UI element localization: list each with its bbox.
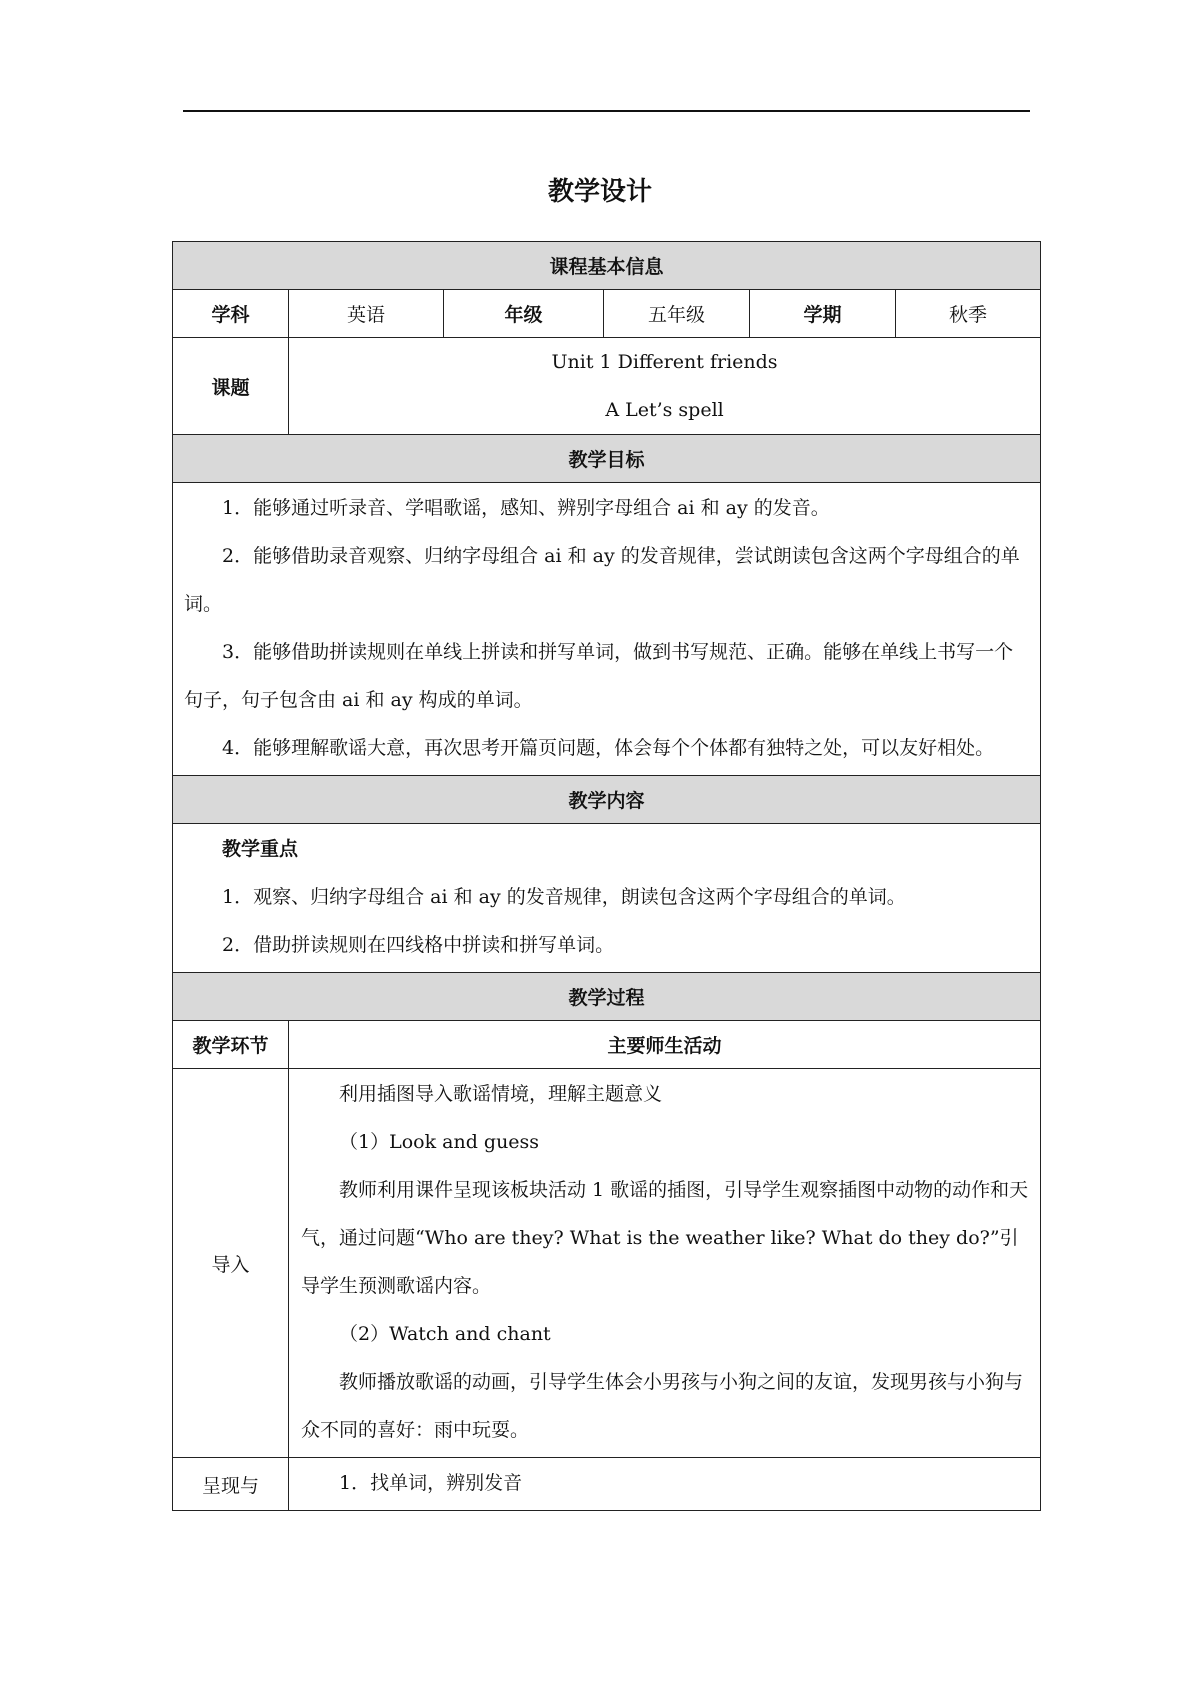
- term-label: 学期: [750, 290, 896, 338]
- stage-cell: 呈现与: [173, 1458, 289, 1511]
- topic-label: 课题: [173, 338, 289, 435]
- objective-item: 1．能够通过听录音、学唱歌谣，感知、辨别字母组合 ai 和 ay 的发音。: [222, 497, 830, 519]
- subject-value: 英语: [289, 290, 444, 338]
- key-points-label: 教学重点: [222, 838, 299, 860]
- term-value: 秋季: [896, 290, 1041, 338]
- topic-line-2: A Let’s spell: [605, 399, 724, 421]
- activity-cell: [289, 1458, 1041, 1511]
- grade-label: 年级: [444, 290, 604, 338]
- process-col-stage-header: 教学环节: [173, 1021, 289, 1069]
- subject-label: 学科: [173, 290, 289, 338]
- activity-para: 1．找单词，辨别发音: [339, 1472, 523, 1494]
- section-header-process: 教学过程: [173, 973, 1041, 1021]
- section-header-content: 教学内容: [173, 776, 1041, 824]
- objective-item: 4．能够理解歌谣大意，再次思考开篇页问题，体会每个个体都有独特之处，可以友好相处。: [222, 737, 995, 759]
- key-point-item: 1．观察、归纳字母组合 ai 和 ay 的发音规律，朗读包含这两个字母组合的单词。: [222, 886, 906, 908]
- lesson-plan-table: [172, 241, 1041, 1511]
- objectives-cell: [173, 483, 1041, 776]
- grade-value: 五年级: [604, 290, 750, 338]
- objective-item: 3．能够借助拼读规则在单线上拼读和拼写单词，做到书写规范、正确。能够在单线上书写一个句子，句子包含由 ai 和 ay 构成的单词。: [184, 641, 1014, 711]
- key-point-item: 2．借助拼读规则在四线格中拼读和拼写单词。: [222, 934, 615, 956]
- objective-item: 2．能够借助录音观察、归纳字母组合 ai 和 ay 的发音规律，尝试朗读包含这两个字母组合的单词。: [184, 545, 1020, 615]
- activity-para: 教师播放歌谣的动画，引导学生体会小男孩与小狗之间的友谊，发现男孩与小狗与众不同的喜好：雨中玩耍。: [301, 1371, 1024, 1441]
- document-title: 教学设计: [547, 177, 652, 207]
- topic-cell: [289, 338, 1041, 435]
- topic-line-1: Unit 1 Different friends: [551, 351, 778, 373]
- activity-cell: [289, 1069, 1041, 1458]
- activity-para: （1）Look and guess: [339, 1131, 540, 1153]
- content-cell: [173, 824, 1041, 973]
- stage-cell: 导入: [173, 1069, 289, 1458]
- section-header-basic-info: 课程基本信息: [173, 242, 1041, 290]
- activity-para: （2）Watch and chant: [339, 1323, 551, 1345]
- activity-para: 利用插图导入歌谣情境，理解主题意义: [339, 1083, 663, 1105]
- header-rule: [183, 110, 1030, 112]
- section-header-objectives: 教学目标: [173, 435, 1041, 483]
- process-col-activity-header: 主要师生活动: [289, 1021, 1041, 1069]
- activity-para: 教师利用课件呈现该板块活动 1 歌谣的插图，引导学生观察插图中动物的动作和天气，通过问题“Who are they? What is the weather like? What do they do?”引导学生预测歌谣内容。: [301, 1179, 1029, 1297]
